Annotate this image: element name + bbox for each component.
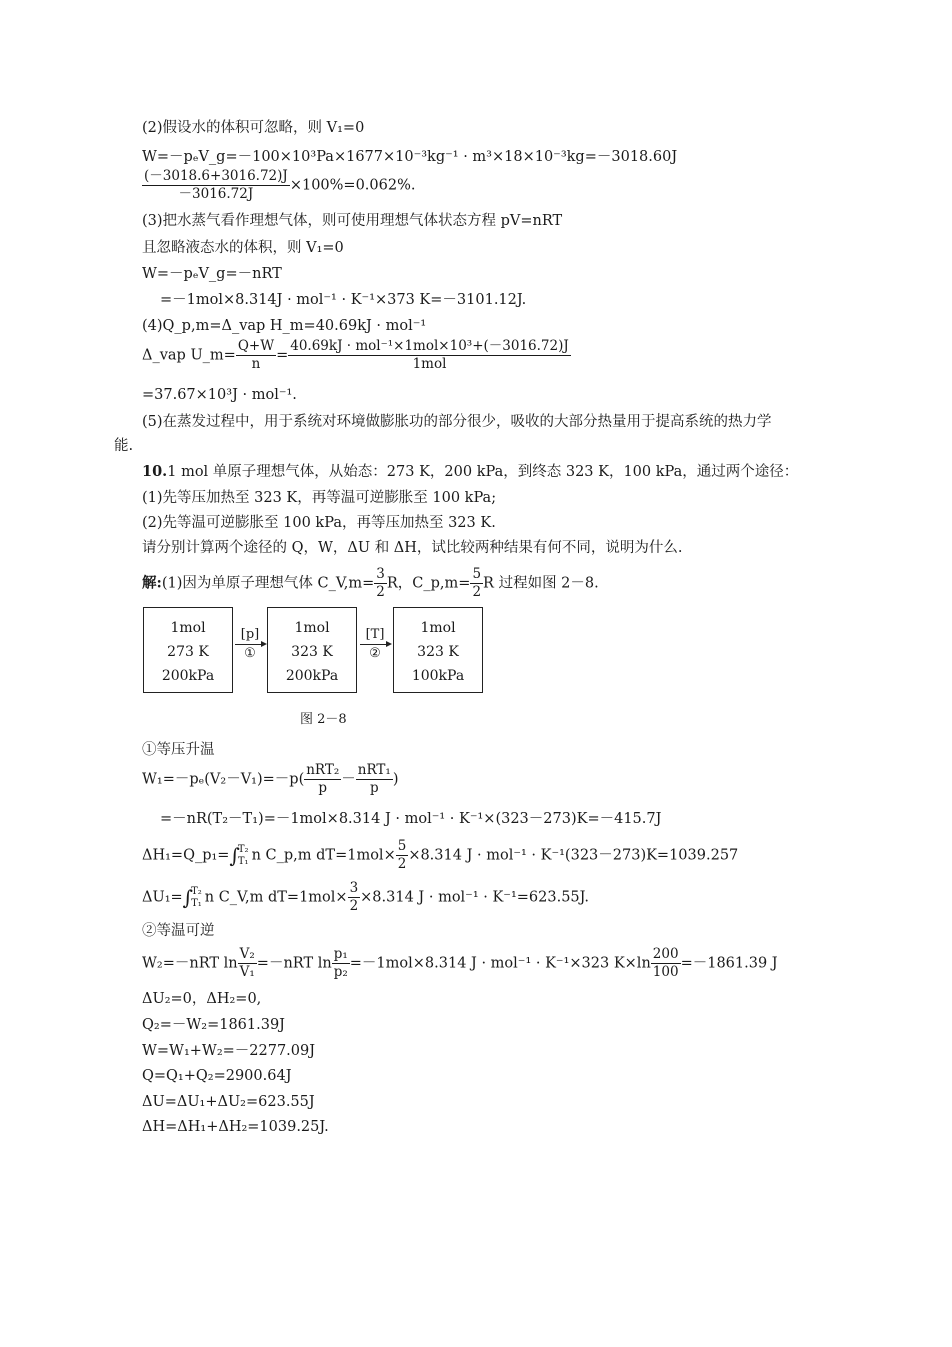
text-line: 能.	[114, 438, 134, 454]
equation-line: W₁=－pₑ(V₂－V₁)=－p( $\frac{\text{nRT₂}}{p}$ － $\frac{\text{nRT₁}}{p}$ )	[142, 762, 399, 796]
text-line: 且忽略液态水的体积，则 V₁=0	[142, 240, 344, 256]
question-part: (2)先等温可逆膨胀至 100 kPa，再等压加热至 323 K.	[142, 515, 496, 531]
fraction: $\frac{5}{2}$	[472, 566, 482, 600]
fraction: $\frac{\text{nRT₂}}{p}$	[306, 762, 340, 796]
equation-line: ΔU=ΔU₁+ΔU₂=623.55J	[142, 1094, 315, 1110]
equation-line: ΔH₁=Q_p₁=∫ T₂ T₁ n C_p,m dT=1mol× $\frac{5}{2}$ ×8.314 J · mol⁻¹ · K⁻¹(323－273)K=1039.257	[142, 838, 739, 872]
equation-line: W₂=－nRT ln $\frac{\text{V₂}}{\text{V₁}}$ =－nRT ln $\frac{\text{p₁}}{\text{p₂}}$ =－1mol×8.314 J · mol⁻¹ · K⁻¹×323 K×ln $\frac{200}{100}$ =－1861.39 J	[142, 946, 778, 980]
fraction: $\frac{5}{2}$	[397, 838, 407, 872]
equation-line: Q₂=－W₂=1861.39J	[142, 1017, 285, 1033]
state-box-initial: 1mol 273 K 200kPa	[143, 607, 233, 693]
equation-line: W=－pₑV_g=－nRT	[142, 266, 282, 282]
equation-line: =－1mol×8.314J · mol⁻¹ · K⁻¹×373 K=－3101.12J.	[160, 292, 527, 308]
equation-line: =－nR(T₂－T₁)=－1mol×8.314 J · mol⁻¹ · K⁻¹×(323－273)K=－415.7J	[160, 811, 662, 827]
equation-line: W=W₁+W₂=－2277.09J	[142, 1043, 316, 1059]
step-title: ①等压升温	[142, 742, 215, 758]
equation-line: =37.67×10³J · mol⁻¹.	[142, 387, 297, 403]
solution-label: 解:	[142, 574, 162, 592]
equation-line: ΔH=ΔH₁+ΔH₂=1039.25J.	[142, 1119, 329, 1135]
text-line: (2)假设水的体积可忽略，则 V₁=0	[142, 120, 365, 136]
text-line: (5)在蒸发过程中，用于系统对环境做膨胀功的部分很少，吸收的大部分热量用于提高系统的热力学	[142, 414, 772, 430]
fraction: $\frac{\text{nRT₁}}{p}$	[357, 762, 391, 796]
fraction: $\frac{3}{2}$	[349, 880, 359, 914]
state-box-intermediate: 1mol 323 K 200kPa	[267, 607, 357, 693]
fraction: $\frac{200}{100}$	[652, 946, 679, 980]
equation-line: $\frac{(-3018.6+3016.72)J}{-3016.72J}$ ×100%=0.062%.	[144, 168, 416, 202]
equation-line: ΔU₂=0，ΔH₂=0,	[142, 991, 262, 1007]
fraction: $\frac{Q+W}{n}$	[237, 338, 275, 372]
figure-caption: 图 2－8	[300, 712, 347, 727]
equation-line: Q=Q₁+Q₂=2900.64J	[142, 1068, 292, 1084]
state-box-final: 1mol 323 K 100kPa	[393, 607, 483, 693]
arrow-icon	[360, 644, 390, 645]
process-arrow: [p] ①	[233, 627, 267, 662]
process-arrow: [T] ②	[358, 627, 392, 662]
text-line: (3)把水蒸气看作理想气体，则可使用理想气体状态方程 pV=nRT	[142, 213, 563, 229]
fraction: $\frac{\text{40.69kJ · mol⁻¹×1mol×10³+(－3016.72)J}}{\text{1mol}}$	[290, 338, 569, 372]
integral-icon: ∫	[182, 885, 194, 910]
equation-line: Δ_vap U_m= $\frac{Q+W}{n}$ = $\frac{\text{40.69kJ · mol⁻¹×1mol×10³+(－3016.72)J}}{\text{1mol}}$	[142, 338, 569, 372]
solution-intro: 解:(1)因为单原子理想气体 C_V,m= $\frac{3}{2}$ R，C_p,m= $\frac{5}{2}$ R 过程如图 2－8.	[142, 566, 599, 600]
fraction: $\frac{(-3018.6+3016.72)J}{-3016.72J}$	[144, 168, 288, 202]
arrow-icon	[235, 644, 265, 645]
integral-icon: ∫	[229, 843, 240, 868]
fraction: $\frac{\text{p₁}}{\text{p₂}}$	[333, 946, 348, 980]
step-title: ②等温可逆	[142, 923, 215, 939]
equation-line: (4)Q_p,m=Δ_vap H_m=40.69kJ · mol⁻¹	[142, 318, 427, 334]
fraction: $\frac{3}{2}$	[376, 566, 385, 600]
question-number: 10.	[142, 463, 168, 480]
question-stem: 10.1 mol 单原子理想气体，从始态：273 K，200 kPa，到终态 323 K，100 kPa，通过两个途径：	[142, 463, 799, 480]
fraction: $\frac{\text{V₂}}{\text{V₁}}$	[239, 946, 255, 980]
equation-line: ΔU₁=∫ T₂ T₁ n C_V,m dT=1mol× $\frac{3}{2}$ ×8.314 J · mol⁻¹ · K⁻¹=623.55J.	[142, 880, 589, 914]
question-part: (1)先等压加热至 323 K，再等温可逆膨胀至 100 kPa;	[142, 490, 497, 506]
equation-line: W=－pₑV_g=－100×10³Pa×1677×10⁻³kg⁻¹ · m³×18×10⁻³kg=－3018.60J	[142, 149, 678, 165]
question-ask: 请分别计算两个途径的 Q，W，ΔU 和 ΔH，试比较两种结果有何不同，说明为什么.	[142, 540, 683, 556]
